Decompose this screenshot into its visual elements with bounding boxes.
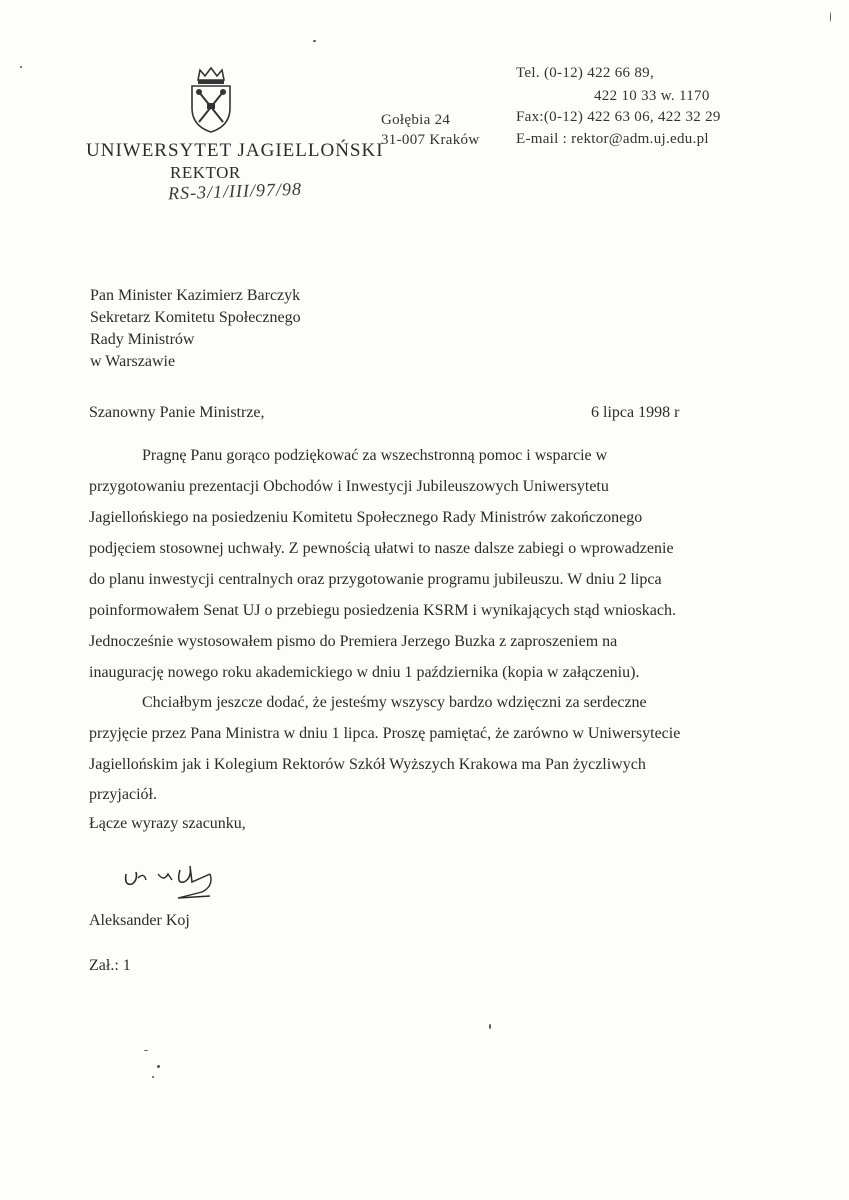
text-line: Chciałbym jeszcze dodać, że jesteśmy wszyscy bardzo wdzięczni za serdeczne <box>142 694 647 711</box>
scan-speck <box>20 66 22 68</box>
text-line: inaugurację nowego roku akademickiego w dniu 1 października (kopia w załączeniu). <box>89 664 640 681</box>
handwritten-reference-number: RS-3/1/III/97/98 <box>167 178 303 204</box>
university-name: UNIWERSYTET JAGIELLOŃSKI <box>86 140 384 161</box>
recipient-block <box>90 285 301 373</box>
recipient-title: Sekretarz Komitetu Społecznego <box>90 309 301 326</box>
text-line: przyjęcie przez Pana Ministra w dniu 1 lipca. Proszę pamiętać, że zarówno w Uniwersytecie <box>89 725 681 742</box>
scan-speck <box>144 1050 148 1051</box>
recipient-body: Rady Ministrów <box>90 331 195 348</box>
scan-speck <box>157 1065 160 1068</box>
recipient-city: w Warszawie <box>90 353 176 370</box>
text-line: podjęciem stosownej uchwały. Z pewnością ułatwi to nasze dalsze zabiegi o wprowadzenie <box>89 540 674 557</box>
email-line: E-mail : rektor@adm.uj.edu.pl <box>516 131 709 147</box>
address-city: 31-007 Kraków <box>381 132 480 148</box>
telephone-line-2: 422 10 33 w. 1170 <box>594 88 710 104</box>
text-line: poinformowałem Senat UJ o przebiegu posiedzenia KSRM i wynikających stąd wnioskach. <box>89 602 676 619</box>
scan-speck <box>152 1076 154 1078</box>
closing-phrase: Łącze wyrazy szacunku, <box>89 815 246 832</box>
telephone-line-1: Tel. (0-12) 422 66 89, <box>516 65 655 81</box>
text-line: Pragnę Panu gorąco podziękować za wszechstronną pomoc i wsparcie w <box>142 447 608 464</box>
address-street: Gołębia 24 <box>381 112 451 128</box>
text-line: Jagiellońskim jak i Kolegium Rektorów Szkół Wyższych Krakowa ma Pan życzliwych <box>89 756 646 773</box>
handwritten-signature <box>118 852 228 902</box>
scan-speck <box>489 1024 491 1029</box>
recipient-name: Pan Minister Kazimierz Barczyk <box>90 287 301 304</box>
text-line: do planu inwestycji centralnych oraz przygotowanie programu jubileuszu. W dniu 2 lipca <box>89 571 662 588</box>
text-line: przygotowaniu prezentacji Obchodów i Inwestycji Jubileuszowych Uniwersytetu <box>89 478 609 495</box>
text-line: przyjaciół. <box>89 786 157 803</box>
office-title: REKTOR <box>170 163 241 182</box>
enclosure-note: Zał.: 1 <box>89 957 131 974</box>
letter-date: 6 lipca 1998 r <box>591 404 680 421</box>
scan-speck <box>830 12 831 22</box>
fax-line: Fax:(0-12) 422 63 06, 422 32 29 <box>516 109 721 125</box>
text-line: Jednocześnie wystosowałem pismo do Premiera Jerzego Buzka z zaproszeniem na <box>89 633 618 650</box>
scan-speck <box>313 40 316 42</box>
university-crest-icon <box>188 66 234 134</box>
signer-name: Aleksander Koj <box>89 912 190 929</box>
text-line: Jagiellońskiego na posiedzeniu Komitetu Społecznego Rady Ministrów zakończonego <box>89 509 643 526</box>
salutation: Szanowny Panie Ministrze, <box>89 404 265 421</box>
